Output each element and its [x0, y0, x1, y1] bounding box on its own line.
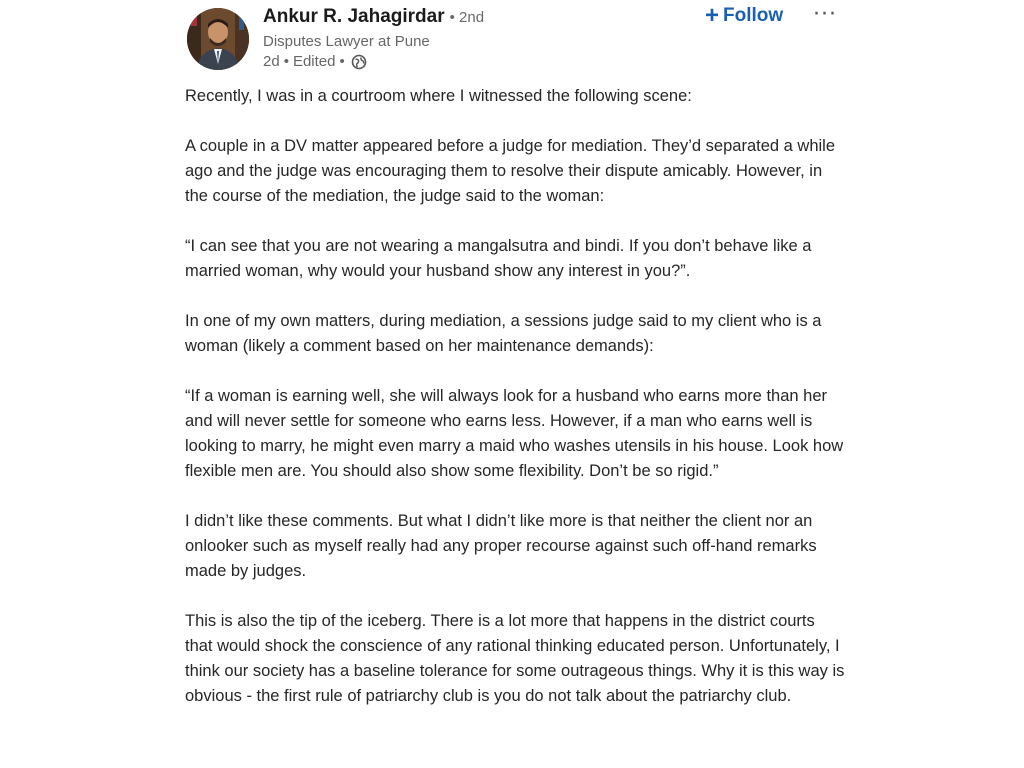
author-name-row [263, 6, 484, 28]
post-meta [263, 53, 484, 70]
follow-label: Follow [723, 5, 784, 26]
post-paragraph: “If a woman is earning well, she will always look for a husband who earns more than her and will never settle for someone who earns less. However, if a man who earns well is looking to marry, he might even marry a maid who washes utensils in his house. Look how flexible men are. You should also show some flexibility. Don’t be so rigid.” [185, 387, 844, 480]
connection-degree: • 2nd [449, 9, 485, 26]
globe-icon [351, 54, 367, 70]
post-paragraph: A couple in a DV matter appeared before a judge for mediation. They’d separated a while ago and the judge was encouraging them to resolve their dispute amicably. However, in the course of the mediation, the judge said to the woman: [185, 137, 836, 205]
post-paragraph: In one of my own matters, during mediation, a sessions judge said to my client who is a woman (likely a comment based on her maintenance demands): [185, 312, 822, 355]
author-headline: Disputes Lawyer at Pune [263, 33, 430, 50]
post-paragraph: This is also the tip of the iceberg. There is a lot more that happens in the district courts that would shock the conscience of any rational thinking educated person. Unfortunately, I think our society has a baseline tolerance for some outrageous things. Why it is this way is obvious - the first rule of patriarchy club is you do not talk about the patriarchy club. [185, 612, 845, 705]
author-name[interactable]: Ankur R. Jahagirdar [263, 6, 445, 27]
author-avatar[interactable] [187, 8, 249, 70]
post-time: 2d [263, 53, 280, 70]
edited-label: Edited [292, 53, 336, 70]
ellipsis-icon: ··· [813, 2, 837, 27]
post-paragraph: “I can see that you are not wearing a mangalsutra and bindi. If you don’t behave like a married woman, why would your husband show any interest in you?”. [185, 237, 812, 280]
follow-button[interactable] [705, 2, 784, 29]
post-paragraph: Recently, I was in a courtroom where I witnessed the following scene: [185, 87, 692, 105]
plus-icon: + [705, 2, 720, 29]
meta-separator: • [339, 53, 345, 70]
meta-separator: • [283, 53, 289, 70]
post-paragraph: I didn’t like these comments. But what I didn’t like more is that neither the client nor an onlooker such as myself really had any proper recourse against such off-hand remarks made by judges. [185, 512, 817, 580]
avatar-photo [187, 8, 249, 70]
more-options-button[interactable] [813, 2, 837, 27]
post-body [185, 84, 845, 734]
author-block [263, 6, 484, 70]
